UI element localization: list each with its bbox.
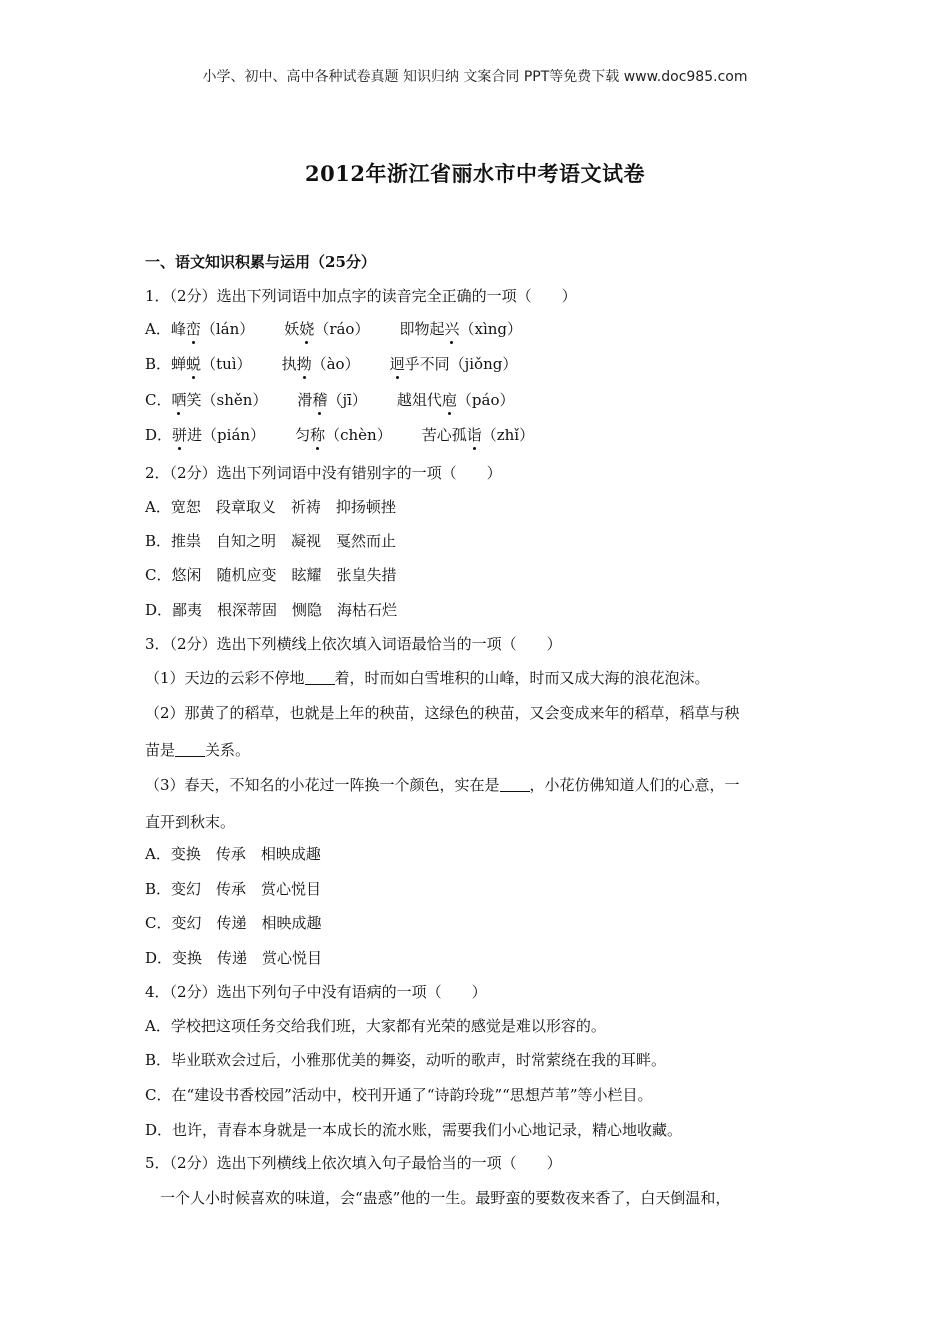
section-heading: 一、语文知识积累与运用（25分） (145, 253, 376, 271)
q4-option-b: B．毕业联欢会过后，小雅那优美的舞姿，动听的歌声，时常萦绕在我的耳畔。 (145, 1051, 667, 1069)
q3-sentence-1: （1）天边的云彩不停地 着，时而如白雪堆积的山峰，时而又成大海的浪花泡沫。 (145, 669, 710, 687)
q5-passage: 一个人小时候喜欢的味道，会“蛊惑”他的一生。最野蛮的要数夜来香了，白天倒温和， (160, 1189, 731, 1207)
q2-option-b: B．推祟 自知之明 凝视 戛然而止 (145, 532, 397, 550)
q2-option-d: D．鄙夷 根深蒂固 恻隐 海枯石烂 (145, 601, 398, 619)
q1-option-d: D．骈进（pián） 匀称（chèn） 苦心孤诣（zhǐ） (145, 426, 535, 444)
fill-blank (500, 776, 530, 792)
q3-sentence-2-cont: 苗是 关系。 (145, 741, 251, 759)
question-4-stem: 4．（2分）选出下列句子中没有语病的一项（ ） (145, 983, 487, 1001)
q4-option-d: D．也许，青春本身就是一本成长的流水账，需要我们小心地记录，精心地收藏。 (145, 1121, 683, 1139)
fill-blank (175, 741, 205, 757)
q3-option-b: B．变幻 传承 赏心悦目 (145, 880, 322, 898)
q1-option-b: B．蝉蜕（tuì） 执拗（ào） 迥乎不同（jiǒng） (145, 355, 518, 373)
q2-option-a: A．宽恕 段章取义 祈祷 抑扬顿挫 (145, 498, 396, 516)
q3-option-a: A．变换 传承 相映成趣 (145, 845, 321, 863)
question-5-stem: 5．（2分）选出下列横线上依次填入句子最恰当的一项（ ） (145, 1154, 562, 1172)
q1-option-a: A．峰峦（lán） 妖娆（ráo） 即物起兴（xìng） (145, 320, 523, 338)
question-3-stem: 3．（2分）选出下列横线上依次填入词语最恰当的一项（ ） (145, 635, 562, 653)
q3-option-d: D．变换 传递 赏心悦目 (145, 949, 323, 967)
q3-sentence-2: （2）那黄了的稻草，也就是上年的秧苗，这绿色的秧苗，又会变成来年的稻草，稻草与秧 (145, 704, 740, 722)
question-2-stem: 2．（2分）选出下列词语中没有错别字的一项（ ） (145, 464, 502, 482)
fill-blank (305, 669, 335, 685)
q1-option-c: C．哂笑（shěn） 滑稽（jī） 越俎代庖（páo） (145, 391, 515, 409)
question-1-stem: 1．（2分）选出下列词语中加点字的读音完全正确的一项（ ） (145, 287, 577, 305)
page-title: 2012年浙江省丽水市中考语文试卷 (305, 161, 645, 186)
q4-option-a: A．学校把这项任务交给我们班，大家都有光荣的感觉是难以形容的。 (145, 1017, 606, 1035)
q4-option-c: C．在“建设书香校园”活动中，校刊开通了“诗韵玲珑”“思想芦苇”等小栏目。 (145, 1086, 653, 1104)
q3-sentence-3: （3）春天，不知名的小花过一阵换一个颜色，实在是 ，小花仿佛知道人们的心意，一 (145, 776, 740, 794)
page-header-banner: 小学、初中、高中各种试卷真题 知识归纳 文案合同 PPT等免费下载 www.doc985.com (202, 69, 748, 85)
q3-option-c: C．变幻 传递 相映成趣 (145, 914, 322, 932)
q3-sentence-3-cont: 直开到秋末。 (145, 813, 236, 831)
q2-option-c: C．悠闲 随机应变 眩耀 张皇失措 (145, 566, 397, 584)
